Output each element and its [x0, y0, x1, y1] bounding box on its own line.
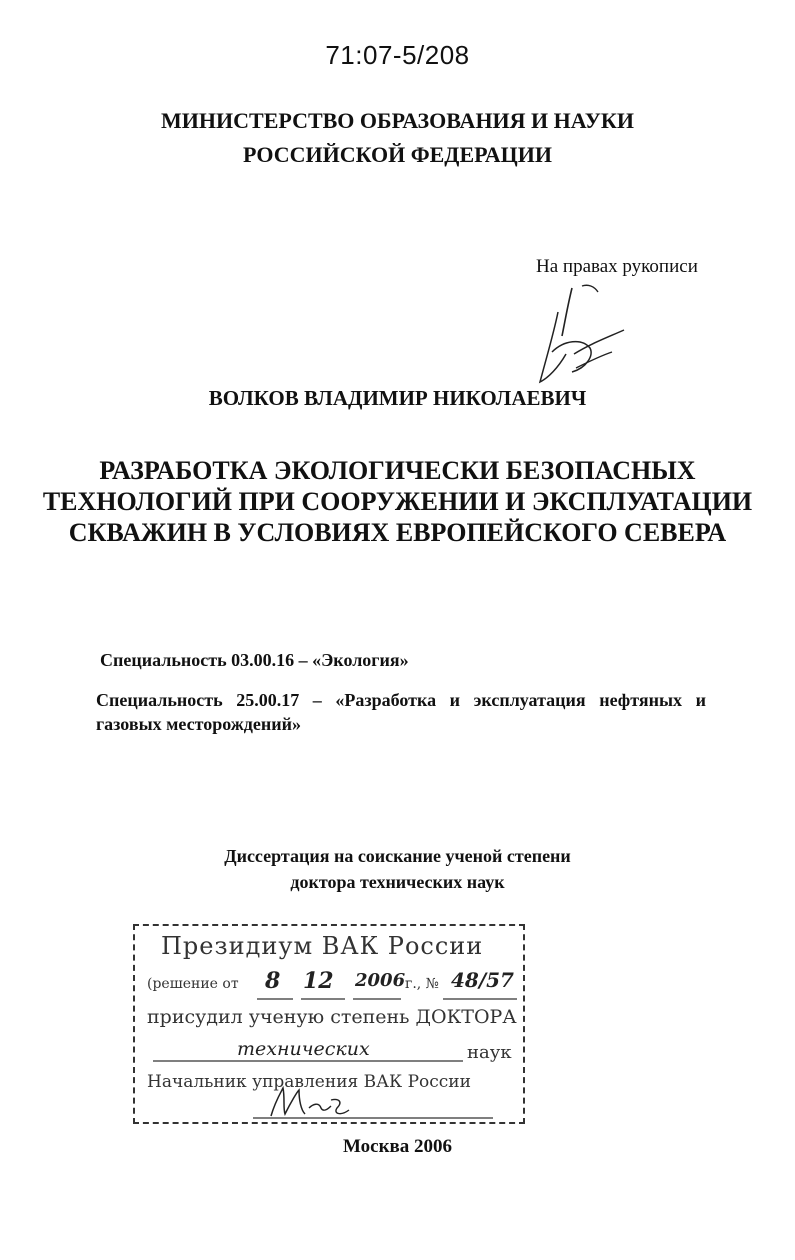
- title-line-2: ТЕХНОЛОГИЙ ПРИ СООРУЖЕНИИ И ЭКСПЛУАТАЦИИ: [42, 487, 753, 516]
- stamp-field-handwritten: технических: [237, 1038, 370, 1060]
- degree-line-2: доктора технических наук: [290, 872, 505, 892]
- author-name: ВОЛКОВ ВЛАДИМИР НИКОЛАЕВИЧ: [208, 386, 587, 410]
- dissertation-title: [0, 455, 795, 548]
- specialty-1: Специальность 03.00.16 – «Экология»: [100, 650, 409, 670]
- title-line-3: СКВАЖИН В УСЛОВИЯХ ЕВРОПЕЙСКОГО СЕВЕРА: [68, 518, 727, 547]
- stamp-date-day: 8: [265, 968, 281, 994]
- stamp-decision-number: 48/57: [451, 968, 514, 992]
- ministry-line-2: РОССИЙСКОЙ ФЕДЕРАЦИИ: [243, 142, 552, 167]
- rights-note: На правах рукописи: [536, 256, 698, 277]
- author-signature: [528, 282, 638, 392]
- stamp-line-3: присудил ученую степень ДОКТОРА: [147, 1006, 517, 1028]
- ministry-line-1: МИНИСТЕРСТВО ОБРАЗОВАНИЯ И НАУКИ: [161, 108, 634, 133]
- stamp-number-label: г., №: [405, 976, 439, 992]
- stamp-signature: [253, 1086, 503, 1122]
- stamp-date-year: 2006: [355, 970, 406, 991]
- degree-line-1: Диссертация на соискание ученой степени: [224, 846, 571, 866]
- stamp-date-underline: [257, 996, 519, 1002]
- stamp-field-suffix: наук: [467, 1042, 512, 1063]
- stamp-decision-prefix: (решение от: [147, 976, 239, 992]
- stamp-line-1: Президиум ВАК России: [161, 932, 484, 960]
- city-year: Москва 2006: [342, 1136, 453, 1157]
- catalog-code: 71:07-5/208: [325, 40, 470, 70]
- title-line-1: РАЗРАБОТКА ЭКОЛОГИЧЕСКИ БЕЗОПАСНЫХ: [99, 456, 696, 485]
- vak-stamp: [133, 924, 525, 1124]
- stamp-field-underline: [153, 1058, 465, 1064]
- stamp-line-5: Начальник управления ВАК России: [147, 1072, 471, 1092]
- degree-statement: [0, 843, 795, 895]
- specialty-2: Специальность 25.00.17 – «Разработка и эксплуатация нефтяных и газовых месторождений»: [96, 690, 706, 734]
- ministry-heading: [0, 104, 795, 172]
- stamp-date-month: 12: [303, 968, 334, 994]
